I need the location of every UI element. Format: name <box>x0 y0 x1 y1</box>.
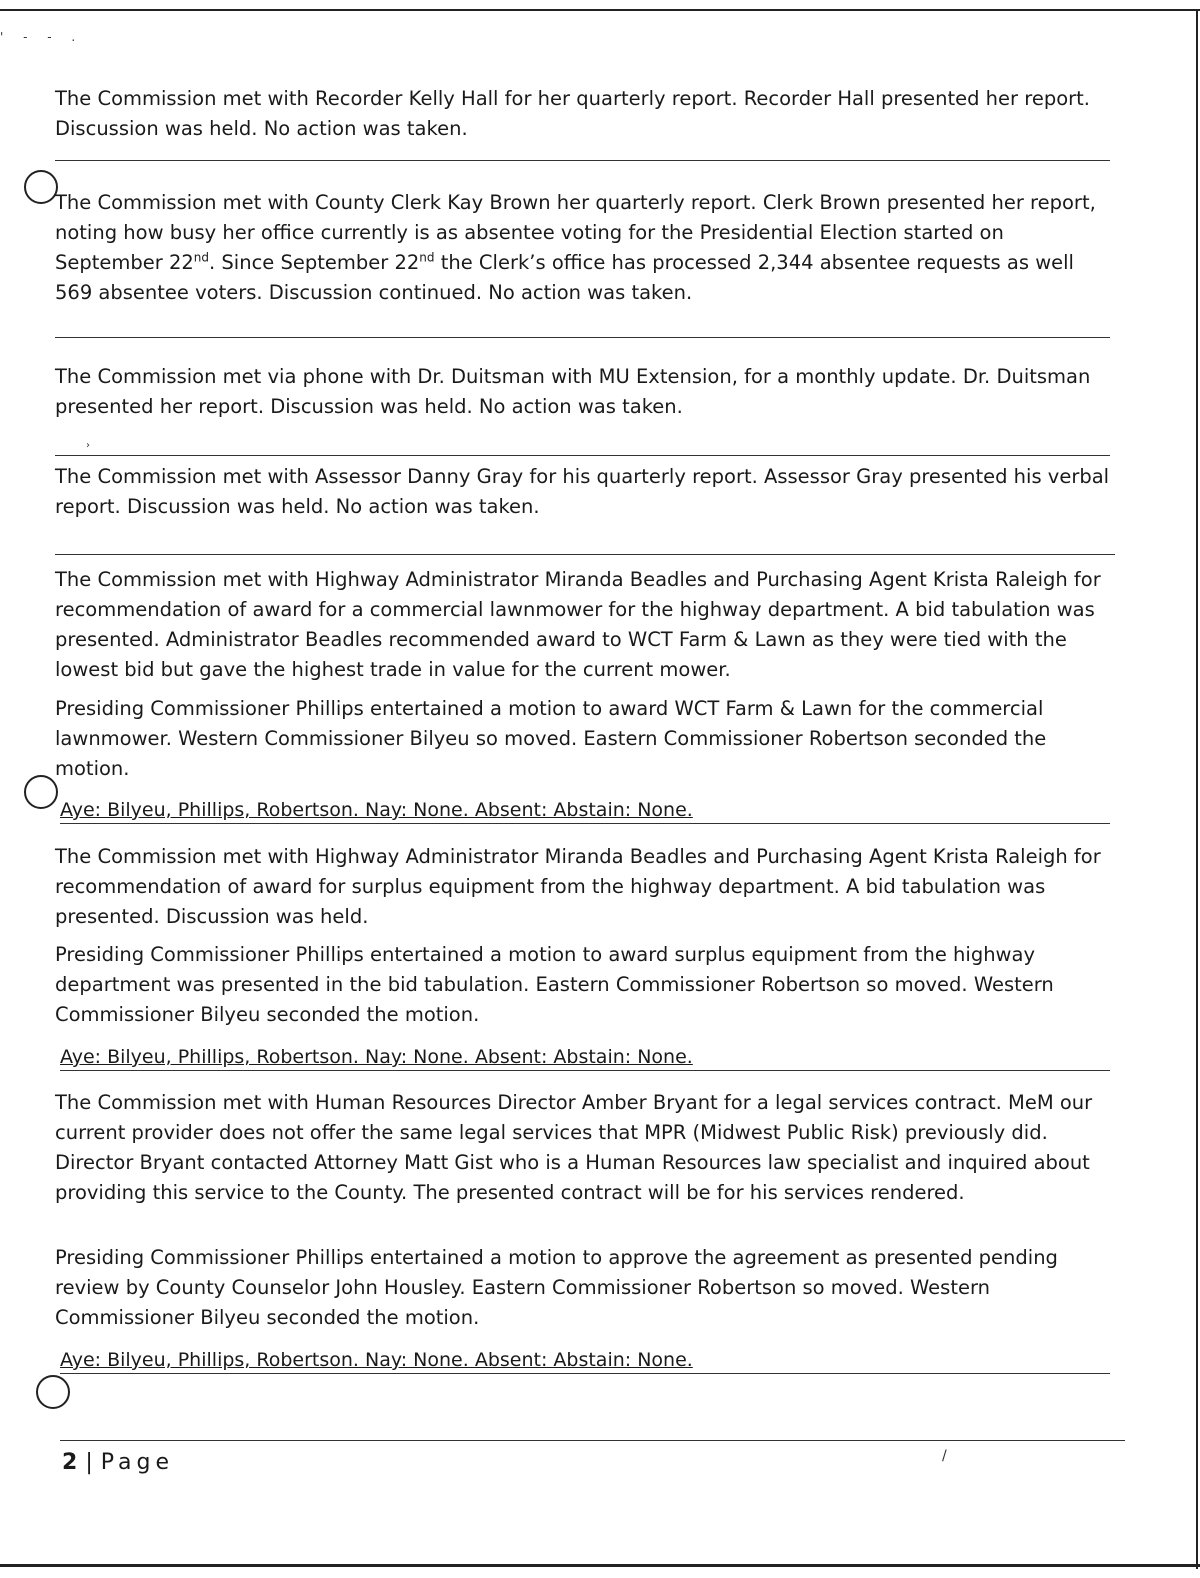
surplus-intro-paragraph: The Commission met with Highway Administrator Miranda Beadles and Purchasing Agent Krista Raleigh for recommendation of award for surplus equipment from the highway department. A bid tabulation was presented. Discussion was held. <box>55 845 1101 928</box>
clerk-paragraph: The Commission met with County Clerk Kay Brown her quarterly report. Clerk Brown presented her report, noting how busy her office currently is as absentee voting for the Presidential Election started on September 22nd. Since September 22nd the Clerk’s office has processed 2,344 absentee requests as well 569 absentee voters. Discussion continued. No action was taken. <box>55 191 1096 304</box>
punch-hole-bottom <box>36 1375 70 1409</box>
section-divider <box>55 337 1110 338</box>
surplus-vote-line: Aye: Bilyeu, Phillips, Robertson. Nay: None. Absent: Abstain: None. <box>60 1045 1110 1071</box>
surplus-motion-paragraph: Presiding Commissioner Phillips entertained a motion to award surplus equipment from the highway department was presented in the bid tabulation. Eastern Commissioner Robertson so moved. Western Commissioner Bilyeu seconded the motion. <box>55 943 1054 1026</box>
punch-hole-top <box>24 170 58 204</box>
recorder-paragraph: The Commission met with Recorder Kelly Hall for her quarterly report. Recorder Hall presented her report. Discussion was held. No action was taken. <box>55 87 1090 140</box>
mower-vote-line: Aye: Bilyeu, Phillips, Robertson. Nay: None. Absent: Abstain: None. <box>60 798 1110 824</box>
footer-separator: | <box>85 1450 95 1475</box>
scan-specks: ' - - . <box>0 30 84 44</box>
section-divider <box>55 554 1115 555</box>
page-label: Page <box>100 1450 174 1475</box>
assessor-paragraph: The Commission met with Assessor Danny Gray for his quarterly report. Assessor Gray presented his verbal report. Discussion was held. No action was taken. <box>55 465 1110 518</box>
legal-intro-paragraph: The Commission met with Human Resources Director Amber Bryant for a legal services contract. MeM our current provider does not offer the same legal services that MPR (Midwest Public Risk) previously did. Director Bryant contacted Attorney Matt Gist who is a Human Resources law specialist and inquired about providing this service to the County. The presented contract will be for his services rendered. <box>55 1091 1093 1204</box>
section-divider <box>55 455 1110 456</box>
legal-vote-line: Aye: Bilyeu, Phillips, Robertson. Nay: None. Absent: Abstain: None. <box>60 1348 1110 1374</box>
extension-paragraph: The Commission met via phone with Dr. Duitsman with MU Extension, for a monthly update. Dr. Duitsman presented her report. Discussion was held. No action was taken. <box>55 365 1091 418</box>
scan-bottom-edge <box>0 1564 1200 1567</box>
scan-top-edge <box>0 9 1200 11</box>
legal-motion-paragraph: Presiding Commissioner Phillips entertained a motion to approve the agreement as presented pending review by County Counselor John Housley. Eastern Commissioner Robertson so moved. Western Commissioner Bilyeu seconded the motion. <box>55 1246 1058 1329</box>
punch-hole-middle <box>24 775 58 809</box>
page-footer <box>62 1450 174 1475</box>
mower-motion-paragraph: Presiding Commissioner Phillips entertained a motion to award WCT Farm & Lawn for the commercial lawnmower. Western Commissioner Bilyeu so moved. Eastern Commissioner Robertson seconded the motion. <box>55 697 1047 780</box>
scan-speck: / <box>942 1448 947 1464</box>
page-number: 2 <box>62 1450 80 1475</box>
footer-divider <box>60 1440 1125 1441</box>
mower-intro-paragraph: The Commission met with Highway Administrator Miranda Beadles and Purchasing Agent Krista Raleigh for recommendation of award for a commercial lawnmower for the highway department. A bid tabulation was presented. Administrator Beadles recommended award to WCT Farm & Lawn as they were tied with the lowest bid but gave the highest trade in value for the current mower. <box>55 568 1101 681</box>
scan-speck: › <box>86 440 90 451</box>
section-divider <box>55 160 1110 161</box>
scan-right-edge <box>1196 9 1198 1569</box>
